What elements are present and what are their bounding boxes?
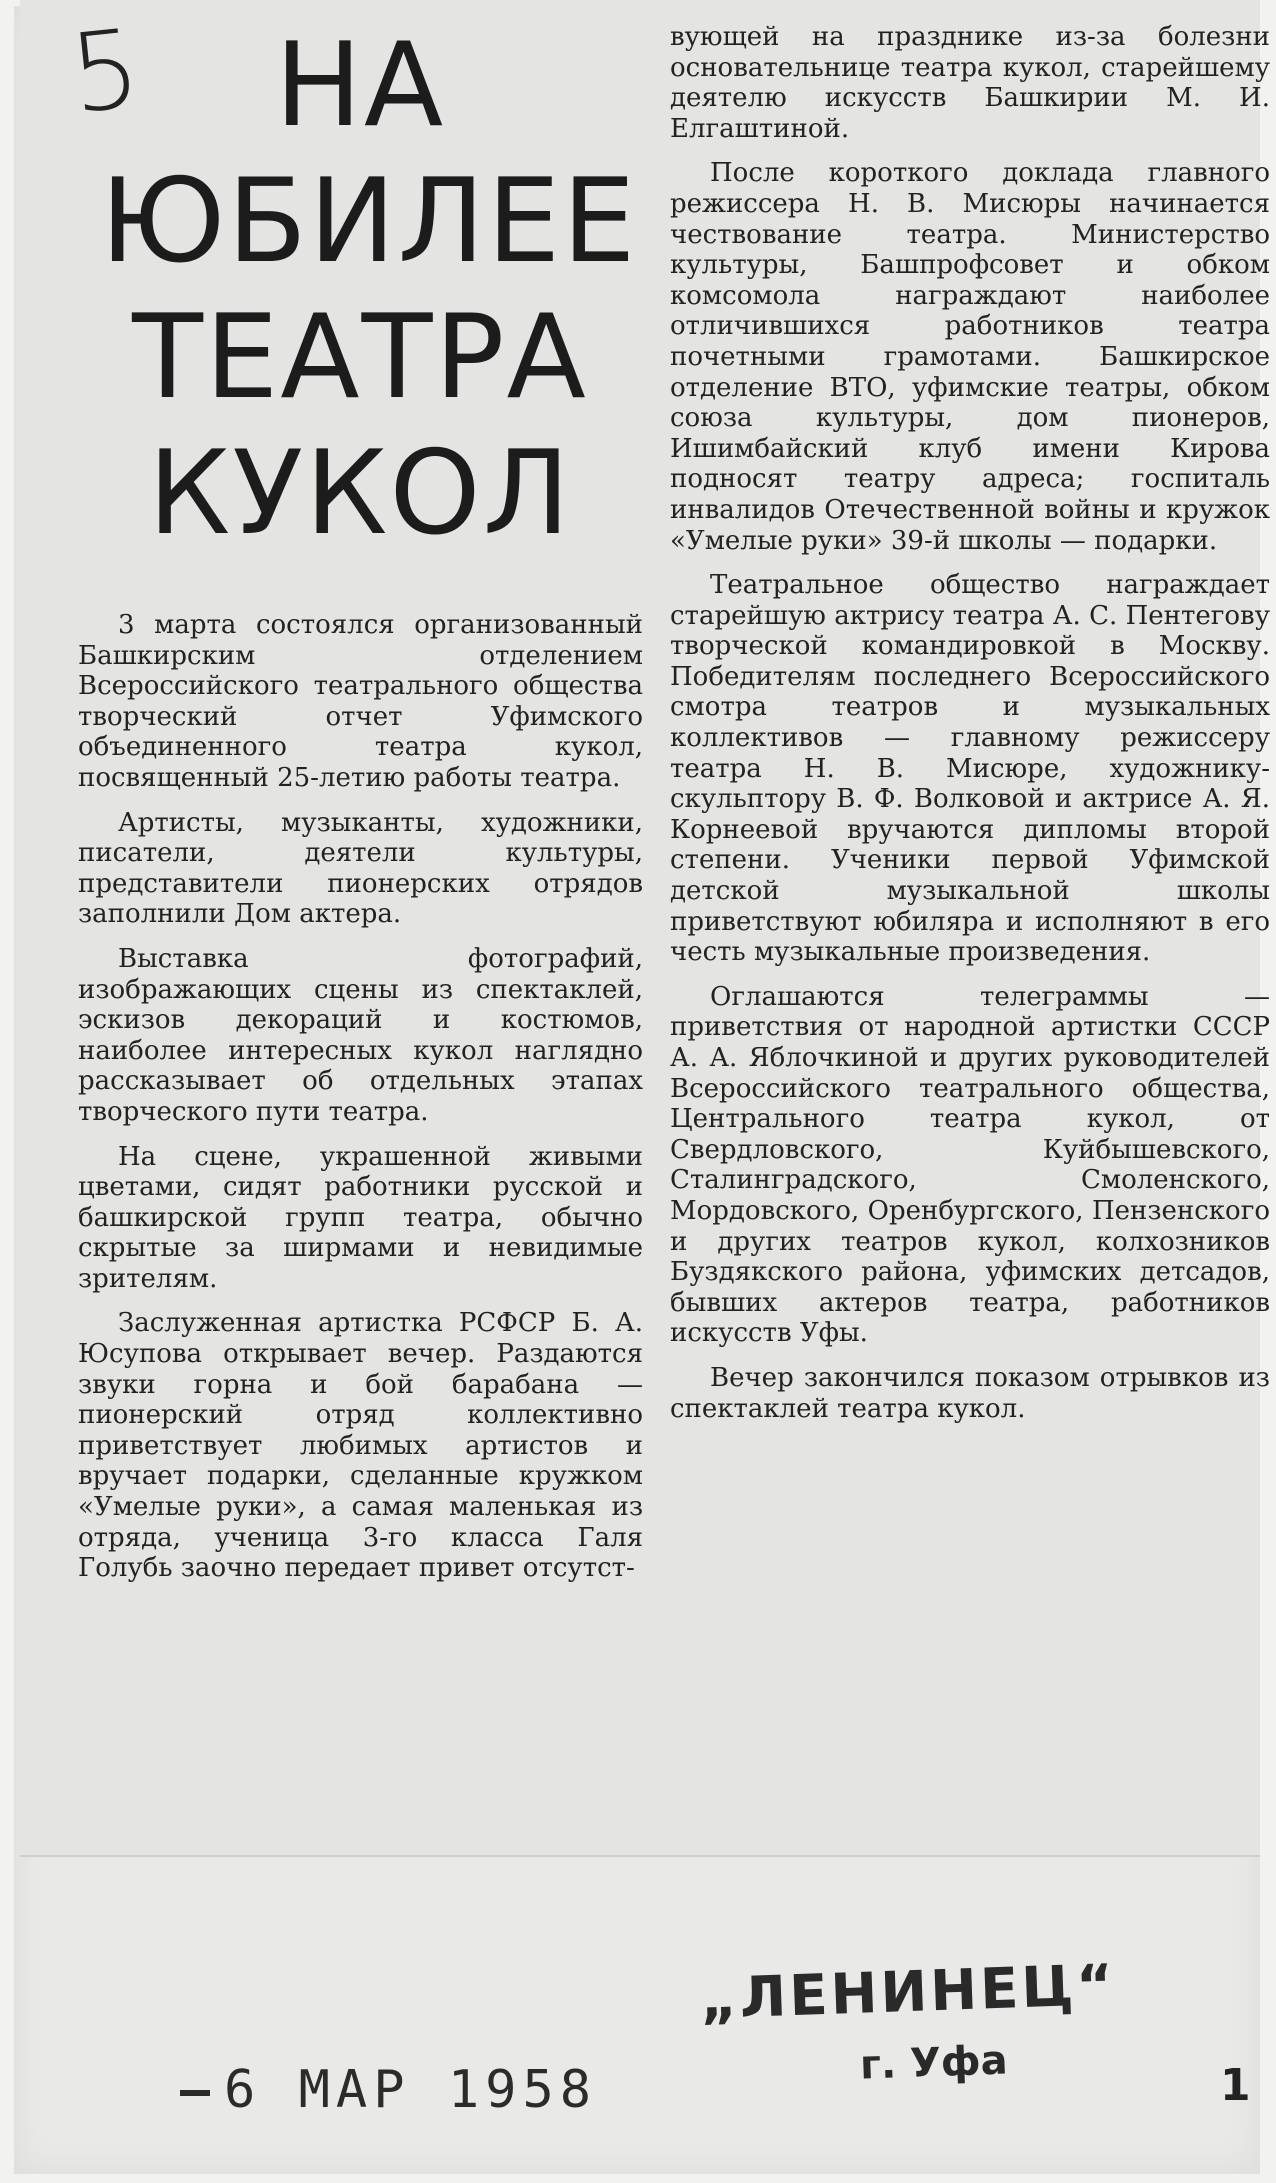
stamp-dash: [180, 2090, 210, 2096]
paragraph: Оглашаются телеграммы — приветствия от народной артистки СССР А. А. Яблочкиной и других руководителей Всероссийского театрального общества, Центрального театра кукол, от Свердловского, Куйбышевского, Сталинградского, Смоленского, Мордовского, Оренбургского, Пензенского и других театров кукол, колхозников Буздякского района, уфимских детсадов, бывших актеров театра, работников искусств Уфы.: [670, 981, 1270, 1349]
paragraph: После короткого доклада главного режиссера Н. В. Мисюры начинается чествование театра. Министерство культуры, Башпрофсовет и обком комсомола награждают наиболее отличившихся работников театра почетными грамотами. Башкирское отделение ВТО, уфимские театры, обком союза культуры, дом пионеров, Ишимбайский клуб имени Кирова подносят театру адреса; госпиталь инвалидов Отечественной войны и кружок «Умелые руки» 39-й школы — подарки.: [670, 158, 1270, 556]
headline-line: НА: [274, 18, 446, 153]
handwritten-number: 5: [64, 6, 146, 138]
paragraph: Театральное общество награждает старейшую актрису театра А. С. Пентегову творческой командировкой в Москву. Победителям последнего Всероссийского смотра театров и музыкальных коллективов — главному режиссеру театра Н. В. Мисюре, художнику-скульптору В. Ф. Волковой и актрисе А. Я. Корнеевой вручаются дипломы второй степени. Ученики первой Уфимской детской музыкальной школы приветствуют юбиляра и исполняют в его честь музыкальные произведения.: [670, 570, 1270, 968]
paragraph: вующей на празднике из-за болезни основательнице театра кукол, старейшему деятелю искусств Башкирии М. И. Елгаштиной.: [670, 22, 1270, 144]
paragraph: Заслуженная артистка РСФСР Б. А. Юсупова открывает вечер. Раздаются звуки горна и бой барабана — пионерский отряд коллективно приветствует любимых артистов и вручает подарки, сделанные кружком «Умелые руки», а самая маленькая из отряда, ученица 3-го класса Галя Голубь заочно передает привет отсутст-: [78, 1308, 643, 1584]
paragraph: Артисты, музыканты, художники, писатели, деятели культуры, представители пионерских отрядов заполнили Дом актера.: [78, 807, 643, 930]
article-column-left: [78, 610, 643, 1598]
article-headline: [100, 18, 638, 562]
headline-line: ТЕАТРА: [132, 290, 588, 425]
paragraph: 3 марта состоялся организованный Башкирским отделением Всероссийского театрального общества творческий отчет Уфимского объединенного театра кукол, посвященный 25-летию работы театра.: [78, 610, 643, 793]
headline-line: КУКОЛ: [148, 426, 572, 561]
city-stamp: г. Уфа: [859, 2037, 1009, 2089]
date-stamp: [180, 2060, 597, 2120]
article-column-right: [670, 22, 1270, 1438]
headline-line: ЮБИЛЕЕ: [100, 154, 638, 289]
date-stamp-text: 6 МАР 1958: [224, 2060, 598, 2120]
paragraph: На сцене, украшенной живыми цветами, сидят работники русской и башкирской групп театра, обычно скрытые за ширмами и невидимые зрителям.: [78, 1141, 643, 1294]
newspaper-name-stamp: „ЛЕНИНЕЦ“: [698, 1952, 1118, 2033]
paragraph: Вечер закончился показом отрывков из спектаклей театра кукол.: [670, 1362, 1270, 1424]
paragraph: Выставка фотографий, изображающих сцены из спектаклей, эскизов декораций и костюмов, наиболее интересных кукол наглядно рассказывает об отдельных этапах творческого пути театра.: [78, 943, 643, 1127]
stamp-mark: 1: [1220, 2060, 1251, 2111]
newspaper-clipping: [20, 0, 1270, 1857]
